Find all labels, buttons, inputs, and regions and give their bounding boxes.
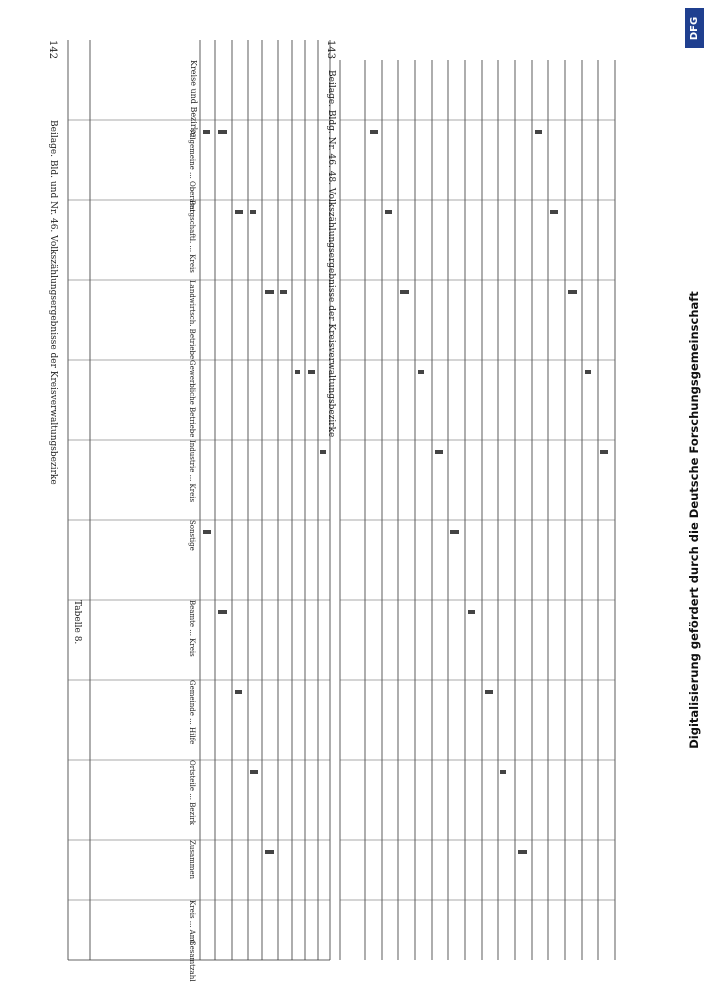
row-label: Zusammen <box>188 840 196 880</box>
page-number-left: 142 <box>47 40 58 60</box>
left-column-title: Kreise und Bezirke <box>189 60 198 138</box>
row-label: Gemeinde ... Hilfe <box>188 680 196 745</box>
page-number-right: 143 <box>325 40 336 60</box>
row-label: Landwirtsch. Betriebe <box>188 280 196 360</box>
row-label: Industrie ... Kreis <box>188 440 196 503</box>
left-page-frame <box>68 40 330 960</box>
running-header-left: Beilage. Bld. und Nr. 46. Volkszählungsergebnisse der Kreisverwaltungsbezirke <box>48 120 58 485</box>
dfg-logo <box>685 8 704 48</box>
row-rules <box>68 120 615 900</box>
right-page-frame <box>340 60 615 960</box>
cell-value-marks <box>203 130 608 854</box>
row-label: Kreis ... Amt <box>188 900 196 945</box>
row-label: Ortsteile ... Bezirk <box>188 760 196 825</box>
dfg-logo-text: DFG <box>689 16 700 40</box>
running-header-right: Beilage. Bldg. Nr. 46. 48. Volkszählungsergebnisse der Kreisverwaltungsbezirke <box>326 70 336 438</box>
row-label: Gesamtzahl <box>188 940 196 982</box>
table-label: Tabelle 8. <box>72 600 82 645</box>
row-label: Sonstige <box>188 520 196 551</box>
row-label: Gewerbliche Betriebe <box>188 360 196 438</box>
row-label: Bergschaftl. ... Kreis <box>188 200 196 273</box>
row-label: Beamte ... Kreis <box>188 600 196 657</box>
row-label: Allgemeine ... Oberamt <box>188 130 196 213</box>
funder-banner-text: Digitalisierung gefördert durch die Deutsche Forschungsgemeinschaft <box>687 291 701 749</box>
